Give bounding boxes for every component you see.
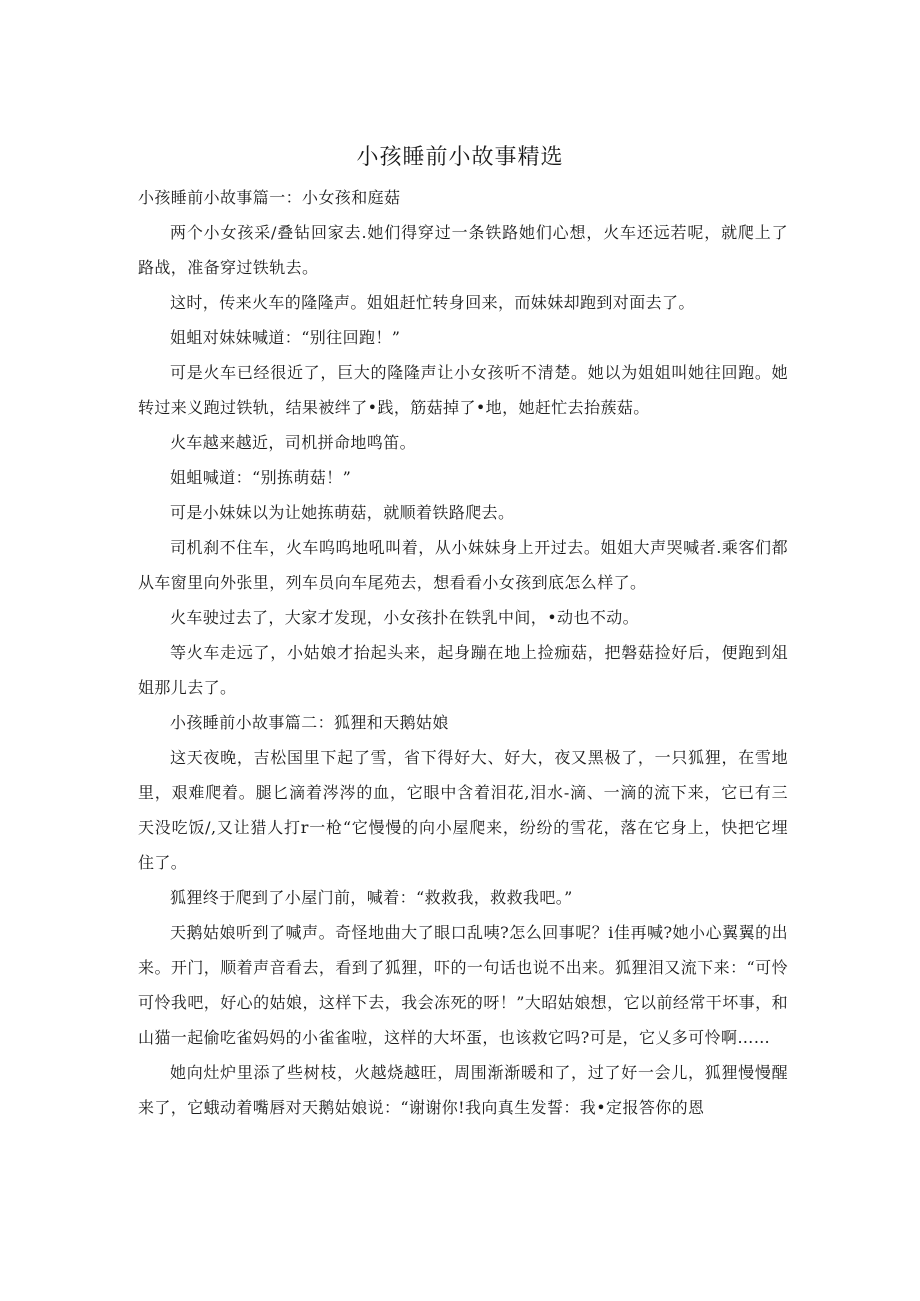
story-1-paragraph: 可是小妹妹以为让她拣萌菇，就顺着铁路爬去。 [170, 503, 515, 522]
story-1-paragraph: 姐蛆对妹妹喊道：“别往回跑！” [170, 328, 401, 347]
story-1-paragraph: 等火车走远了，小姑娘才抬起头来，起身蹦在地上捡痂菇，把磐菇捡好后，便跑到俎姐那儿去了。 [138, 643, 788, 697]
document-body [138, 180, 788, 1125]
story-2-paragraph: 狐狸终于爬到了小屋门前，喊着：“救救我，救救我吧。” [170, 888, 573, 907]
story-1-paragraph: 火车越来越近，司机拼命地鸣笛。 [170, 433, 417, 452]
story-1-heading: 小孩睡前小故事篇一：小女孩和庭菇 [138, 188, 401, 207]
document-title: 小孩睡前小故事精选 [356, 145, 564, 170]
story-2-paragraph: 她向灶炉里添了些树枝，火越烧越旺，周围渐渐暖和了，过了好一会儿，狐狸慢慢醒来了，它蛾动着嘴唇对天鹅姑娘说：“谢谢你!我向真生发誓：我•定报答你的恩 [138, 1063, 788, 1117]
story-2-paragraph: 天鹅姑娘听到了喊声。奇怪地曲大了眼口乱咦?怎么回事呢？i佳再喊?她小心翼翼的出来。开门，顺着声音看去，看到了狐狸，吓的一句话也说不出来。狐狸泪又流下来：“可怜可怜我吧，好心的姑娘，这样下去，我会冻死的呀！”大昭姑娘想，它以前经常干坏事，和山猫一起偷吃雀妈妈的小雀雀啦，这样的大坏蛋，也该救它吗?可是，它乂多可怜啊…… [138, 923, 788, 1047]
story-1-paragraph: 两个小女孩采/叠钻回家去.她们得穿过一条铁路她们心想，火车还远若呢，就爬上了路战，准备穿过铁轨去。 [138, 223, 788, 277]
story-2-heading: 小孩睡前小故事篇二：狐狸和天鹅姑娘 [170, 713, 449, 732]
story-1-paragraph: 姐蛆喊道：“别拣萌菇！” [170, 468, 352, 487]
story-1-paragraph: 火车驶过去了，大家才发现，小女孩扑在铁乳中间，•动也不动。 [170, 608, 640, 627]
story-1-paragraph: 这时，传来火车的隆隆声。姐姐赶忙转身回来，而妹妹却跑到对面去了。 [170, 293, 695, 312]
story-1-paragraph: 司机刹不住车，火车呜呜地吼叫着，从小妹妹身上开过去。姐姐大声哭喊者.乘客们都从车窗里向外张里，列车员向车尾苑去，想看看小女孩到底怎么样了。 [138, 538, 788, 592]
story-1-paragraph: 可是火车已经很近了，巨大的隆隆声让小女孩听不清楚。她以为姐姐叫她往回跑。她转过来义跑过铁轨，结果被绊了•践，筋菇掉了•地，她赶忙去抬蔟菇。 [138, 363, 788, 417]
story-2-paragraph: 这天夜晚，吉松国里下起了雪，省下得好大、好大，夜又黑极了，一只狐狸，在雪地里，艰难爬着。腿匕滴着涔涔的血，它眼中含着泪花,泪水-滴、一滴的流下来，它已有三天没吃饭/,又让猎人打r一枪“它慢慢的向小屋爬来，纷纷的雪花，落在它身上，快把它埋住了。 [138, 748, 788, 872]
